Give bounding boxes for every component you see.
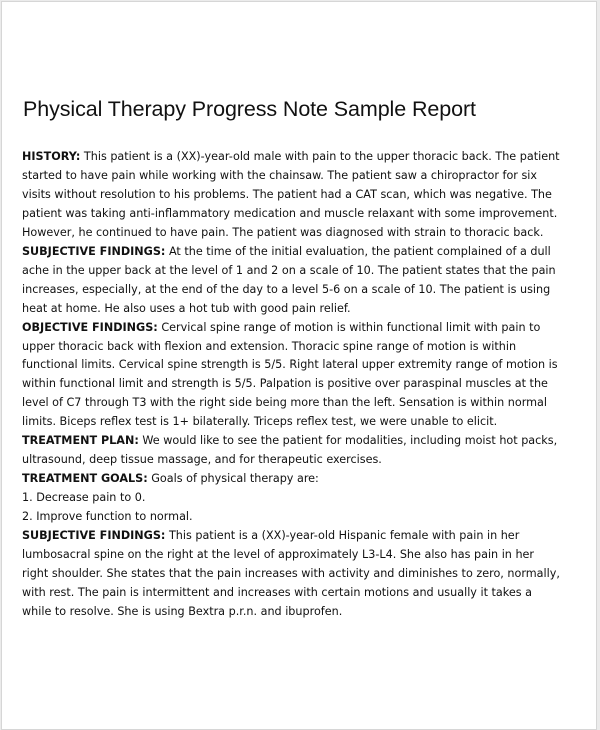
section-text: We would like to see the patient for modalities, including moist hot packs, ultrasound, deep tissue massage, and for therapeutic exercises. — [22, 434, 558, 467]
section-subjective-findings-2 — [22, 527, 562, 622]
report-body — [22, 148, 562, 622]
section-text: At the time of the initial evaluation, the patient complained of a dull ache in the upper back at the level of 1 and 2 on a scale of 10. The patient states that the pain increases, especially, at the end of the day to a level 5-6 on a scale of 10. The patient is using heat at home. He also uses a hot tub with good pain relief. — [22, 244, 556, 315]
section-label: SUBJECTIVE FINDINGS: — [22, 244, 166, 258]
section-text: This patient is a (XX)-year-old Hispanic female with pain in her lumbosacral spine on the right at the level of approximately L3-L4. She also has pain in her right shoulder. She states that the pain increases with activity and diminishes to zero, normally, with rest. The pain is intermittent and increases with certain motions and usually it takes a while to resolve. She is using Bextra p.r.n. and ibuprofen. — [22, 529, 560, 618]
page-title: Physical Therapy Progress Note Sample Report — [23, 97, 476, 121]
section-label: TREATMENT PLAN: — [22, 434, 139, 448]
section-label: SUBJECTIVE FINDINGS: — [22, 529, 166, 543]
goal-item-1: 1. Decrease pain to 0. — [22, 491, 146, 505]
section-label: TREATMENT GOALS: — [22, 472, 148, 486]
section-label: OBJECTIVE FINDINGS: — [22, 320, 158, 334]
goal-item-2: 2. Improve function to normal. — [22, 510, 193, 524]
section-text: Cervical spine range of motion is within functional limit with pain to upper thoracic back with flexion and extension. Thoracic spine range of motion is within functional limits. Cervical spine strength is 5/5. Right lateral upper extremity range of motion is within functional limit and strength is 5/5. Palpation is positive over paraspinal muscles at the level of C7 through T3 with the right side being more than the left. Sensation is within normal limits. Biceps reflex test is 1+ bilaterally. Triceps reflex test, we were unable to elicit. — [22, 320, 558, 429]
section-treatment-plan — [22, 432, 562, 470]
section-text: This patient is a (XX)-year-old male with pain to the upper thoracic back. The patient started to have pain while working with the chainsaw. The patient saw a chiropractor for six visits without resolution to his problems. The patient had a CAT scan, which was negative. The patient was taking anti-inflammatory medication and muscle relaxant with some improvement. However, he continued to have pain. The patient was diagnosed with strain to thoracic back. — [22, 150, 560, 239]
section-history — [22, 148, 562, 243]
section-objective-findings — [22, 319, 562, 433]
document-page — [1, 1, 597, 730]
section-text: Goals of physical therapy are: — [151, 472, 319, 486]
section-label: HISTORY: — [22, 150, 81, 163]
section-subjective-findings — [22, 243, 562, 319]
section-treatment-goals — [22, 470, 562, 489]
